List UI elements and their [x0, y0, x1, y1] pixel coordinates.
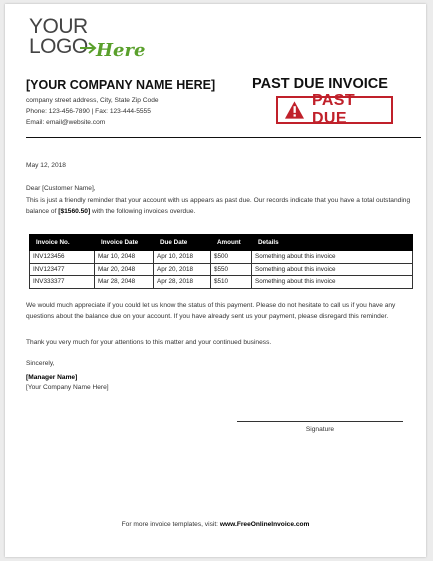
letter-greeting: Dear [Customer Name], [26, 185, 96, 192]
signoff-company-name: [Your Company Name Here] [26, 384, 109, 391]
stamp-label: PAST DUE [311, 92, 356, 127]
table-cell: Something about this invoice [252, 251, 413, 264]
table-cell: INV123477 [30, 263, 95, 276]
logo-line-2: LOGO [29, 35, 88, 58]
company-info [26, 78, 246, 128]
table-cell: Mar 10, 2048 [95, 251, 154, 264]
column-header: Invoice Date [95, 235, 154, 251]
table-cell: Something about this invoice [252, 276, 413, 289]
footer [5, 521, 426, 528]
letter-paragraph-3: Thank you very much for your attentions to this matter and your continued business. [26, 339, 272, 346]
table-cell: $550 [211, 263, 252, 276]
letter-closing: Sincerely, [26, 360, 55, 367]
table-cell: INV123456 [30, 251, 95, 264]
letter-paragraph-2: We would much appreciate if you could let us know the status of this payment. Please do not hesitate to call us if you have any questions about the balance due on your account. If you have already sent us your payment, please disregard this reminder. [26, 302, 396, 320]
table-cell: Apr 20, 2018 [154, 263, 211, 276]
table-row [30, 263, 413, 276]
invoice-table [29, 234, 413, 289]
outstanding-balance: [$1560.50] [58, 207, 91, 215]
company-logo [29, 15, 149, 70]
table-cell: $500 [211, 251, 252, 264]
past-due-stamp [276, 92, 393, 127]
table-cell: Mar 28, 2048 [95, 276, 154, 289]
signature-label: Signature [305, 426, 335, 433]
invoice-page [5, 4, 426, 557]
company-phone-fax: Phone: 123-456-7890 | Fax: 123-444-5555 [26, 108, 151, 115]
letter-paragraph-1: This is just a friendly reminder that your account with us appears as past due. Our records indicate that you have a total outstanding balance of [$1560.50] with the following invoices overdue. [26, 197, 411, 215]
warning-icon [284, 100, 305, 120]
manager-name: [Manager Name] [26, 374, 78, 381]
table-cell: Apr 28, 2018 [154, 276, 211, 289]
table-header-row [30, 235, 413, 251]
footer-text: For more invoice templates, visit: [121, 521, 220, 528]
company-name: [YOUR COMPANY NAME HERE] [26, 78, 216, 92]
column-header: Due Date [154, 235, 211, 251]
table-cell: Apr 10, 2018 [154, 251, 211, 264]
table-cell: Something about this invoice [252, 263, 413, 276]
column-header: Details [252, 235, 413, 251]
signature-line [237, 421, 403, 422]
table-cell: INV333377 [30, 276, 95, 289]
table-cell: Mar 20, 2048 [95, 263, 154, 276]
table-cell: $510 [211, 276, 252, 289]
invoice-title: PAST DUE INVOICE [252, 76, 388, 92]
logo-accent: Here [96, 40, 146, 61]
company-email: Email: email@website.com [26, 119, 106, 126]
header-divider [26, 137, 421, 138]
table-row [30, 276, 413, 289]
letter-date: May 12, 2018 [26, 162, 66, 169]
company-address: company street address, City, State Zip Code [26, 97, 159, 104]
table-row [30, 251, 413, 264]
footer-link[interactable]: www.FreeOnlineInvoice.com [219, 521, 310, 528]
column-header: Amount [211, 235, 252, 251]
logo-line-1: YOUR [29, 15, 88, 38]
column-header: Invoice No. [30, 235, 95, 251]
